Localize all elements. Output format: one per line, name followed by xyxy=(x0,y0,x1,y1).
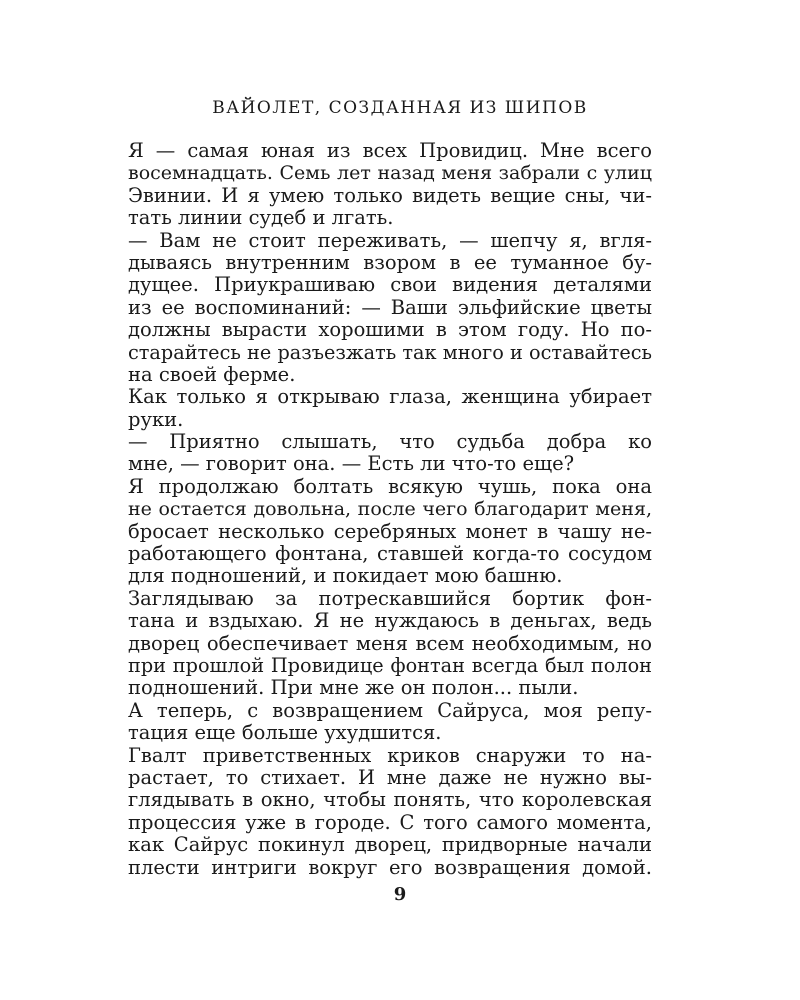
text-line: Заглядываю за потрескавшийся бортик фон- xyxy=(128,586,652,610)
text-line: старайтесь не разъезжать так много и оставайтесь xyxy=(128,340,652,364)
text-line: — Приятно слышать, что судьба добра ко xyxy=(128,430,652,454)
text-line: руки. xyxy=(128,407,184,431)
text-line: Эвинии. И я умею только видеть вещие сны, чи- xyxy=(128,183,652,207)
running-head: ВАЙОЛЕТ, СОЗДАННАЯ ИЗ ШИПОВ xyxy=(212,98,588,118)
text-line: тана и вздыхаю. Я не нуждаюсь в деньгах, ведь xyxy=(128,609,652,633)
text-line: восемнадцать. Семь лет назад меня забрали с улиц xyxy=(128,162,652,185)
text-line: процессия уже в городе. С того самого момента, xyxy=(128,810,652,834)
text-line: Гвалт приветственных криков снаружи то на- xyxy=(128,743,652,767)
text-line: как Сайрус покинул дворец, придворные начали xyxy=(128,833,652,857)
page-number: 9 xyxy=(393,884,407,905)
text-line: должны вырасти хорошими в этом году. Но по- xyxy=(128,318,652,342)
text-line: подношений. При мне же он полон... пыли. xyxy=(128,676,579,700)
text-line: при прошлой Провидице фонтан всегда был полон xyxy=(128,653,652,677)
text-line: — Вам не стоит переживать, — шепчу я, вгля- xyxy=(128,228,652,252)
text-line: тать линии судеб и лгать. xyxy=(128,206,394,230)
body-text xyxy=(128,140,652,879)
text-line: для подношений, и покидает мою башню. xyxy=(128,564,563,588)
text-line: бросает несколько серебряных монет в чашу не- xyxy=(128,519,652,543)
text-line: работающего фонтана, ставшей когда-то сосудом xyxy=(128,542,652,566)
text-line: дываясь внутренним взором в ее туманное бу- xyxy=(128,250,652,274)
text-line: из ее воспоминаний: — Ваши эльфийские цветы xyxy=(128,295,652,319)
text-line: растает, то стихает. И мне даже не нужно вы- xyxy=(128,765,652,789)
text-line: не остается довольна, после чего благодарит меня, xyxy=(128,498,652,521)
text-line: плести интриги вокруг его возвращения домой. xyxy=(128,855,652,879)
text-line: дущее. Приукрашиваю свои видения деталями xyxy=(128,273,652,297)
text-line: дворец обеспечивает меня всем необходимым, но xyxy=(128,631,652,655)
text-line: А теперь, с возвращением Сайруса, моя репу- xyxy=(128,698,652,722)
text-line: Я продолжаю болтать всякую чушь, пока она xyxy=(128,474,652,498)
text-line: глядывать в окно, чтобы понять, что королевская xyxy=(128,788,652,812)
text-line: Я — самая юная из всех Провидиц. Мне всего xyxy=(128,139,652,162)
text-line: тация еще больше ухудшится. xyxy=(128,721,442,745)
text-line: на своей ферме. xyxy=(128,362,296,386)
text-line: Как только я открываю глаза, женщина убирает xyxy=(128,385,652,409)
text-line: мне, — говорит она. — Есть ли что-то еще? xyxy=(128,452,575,476)
